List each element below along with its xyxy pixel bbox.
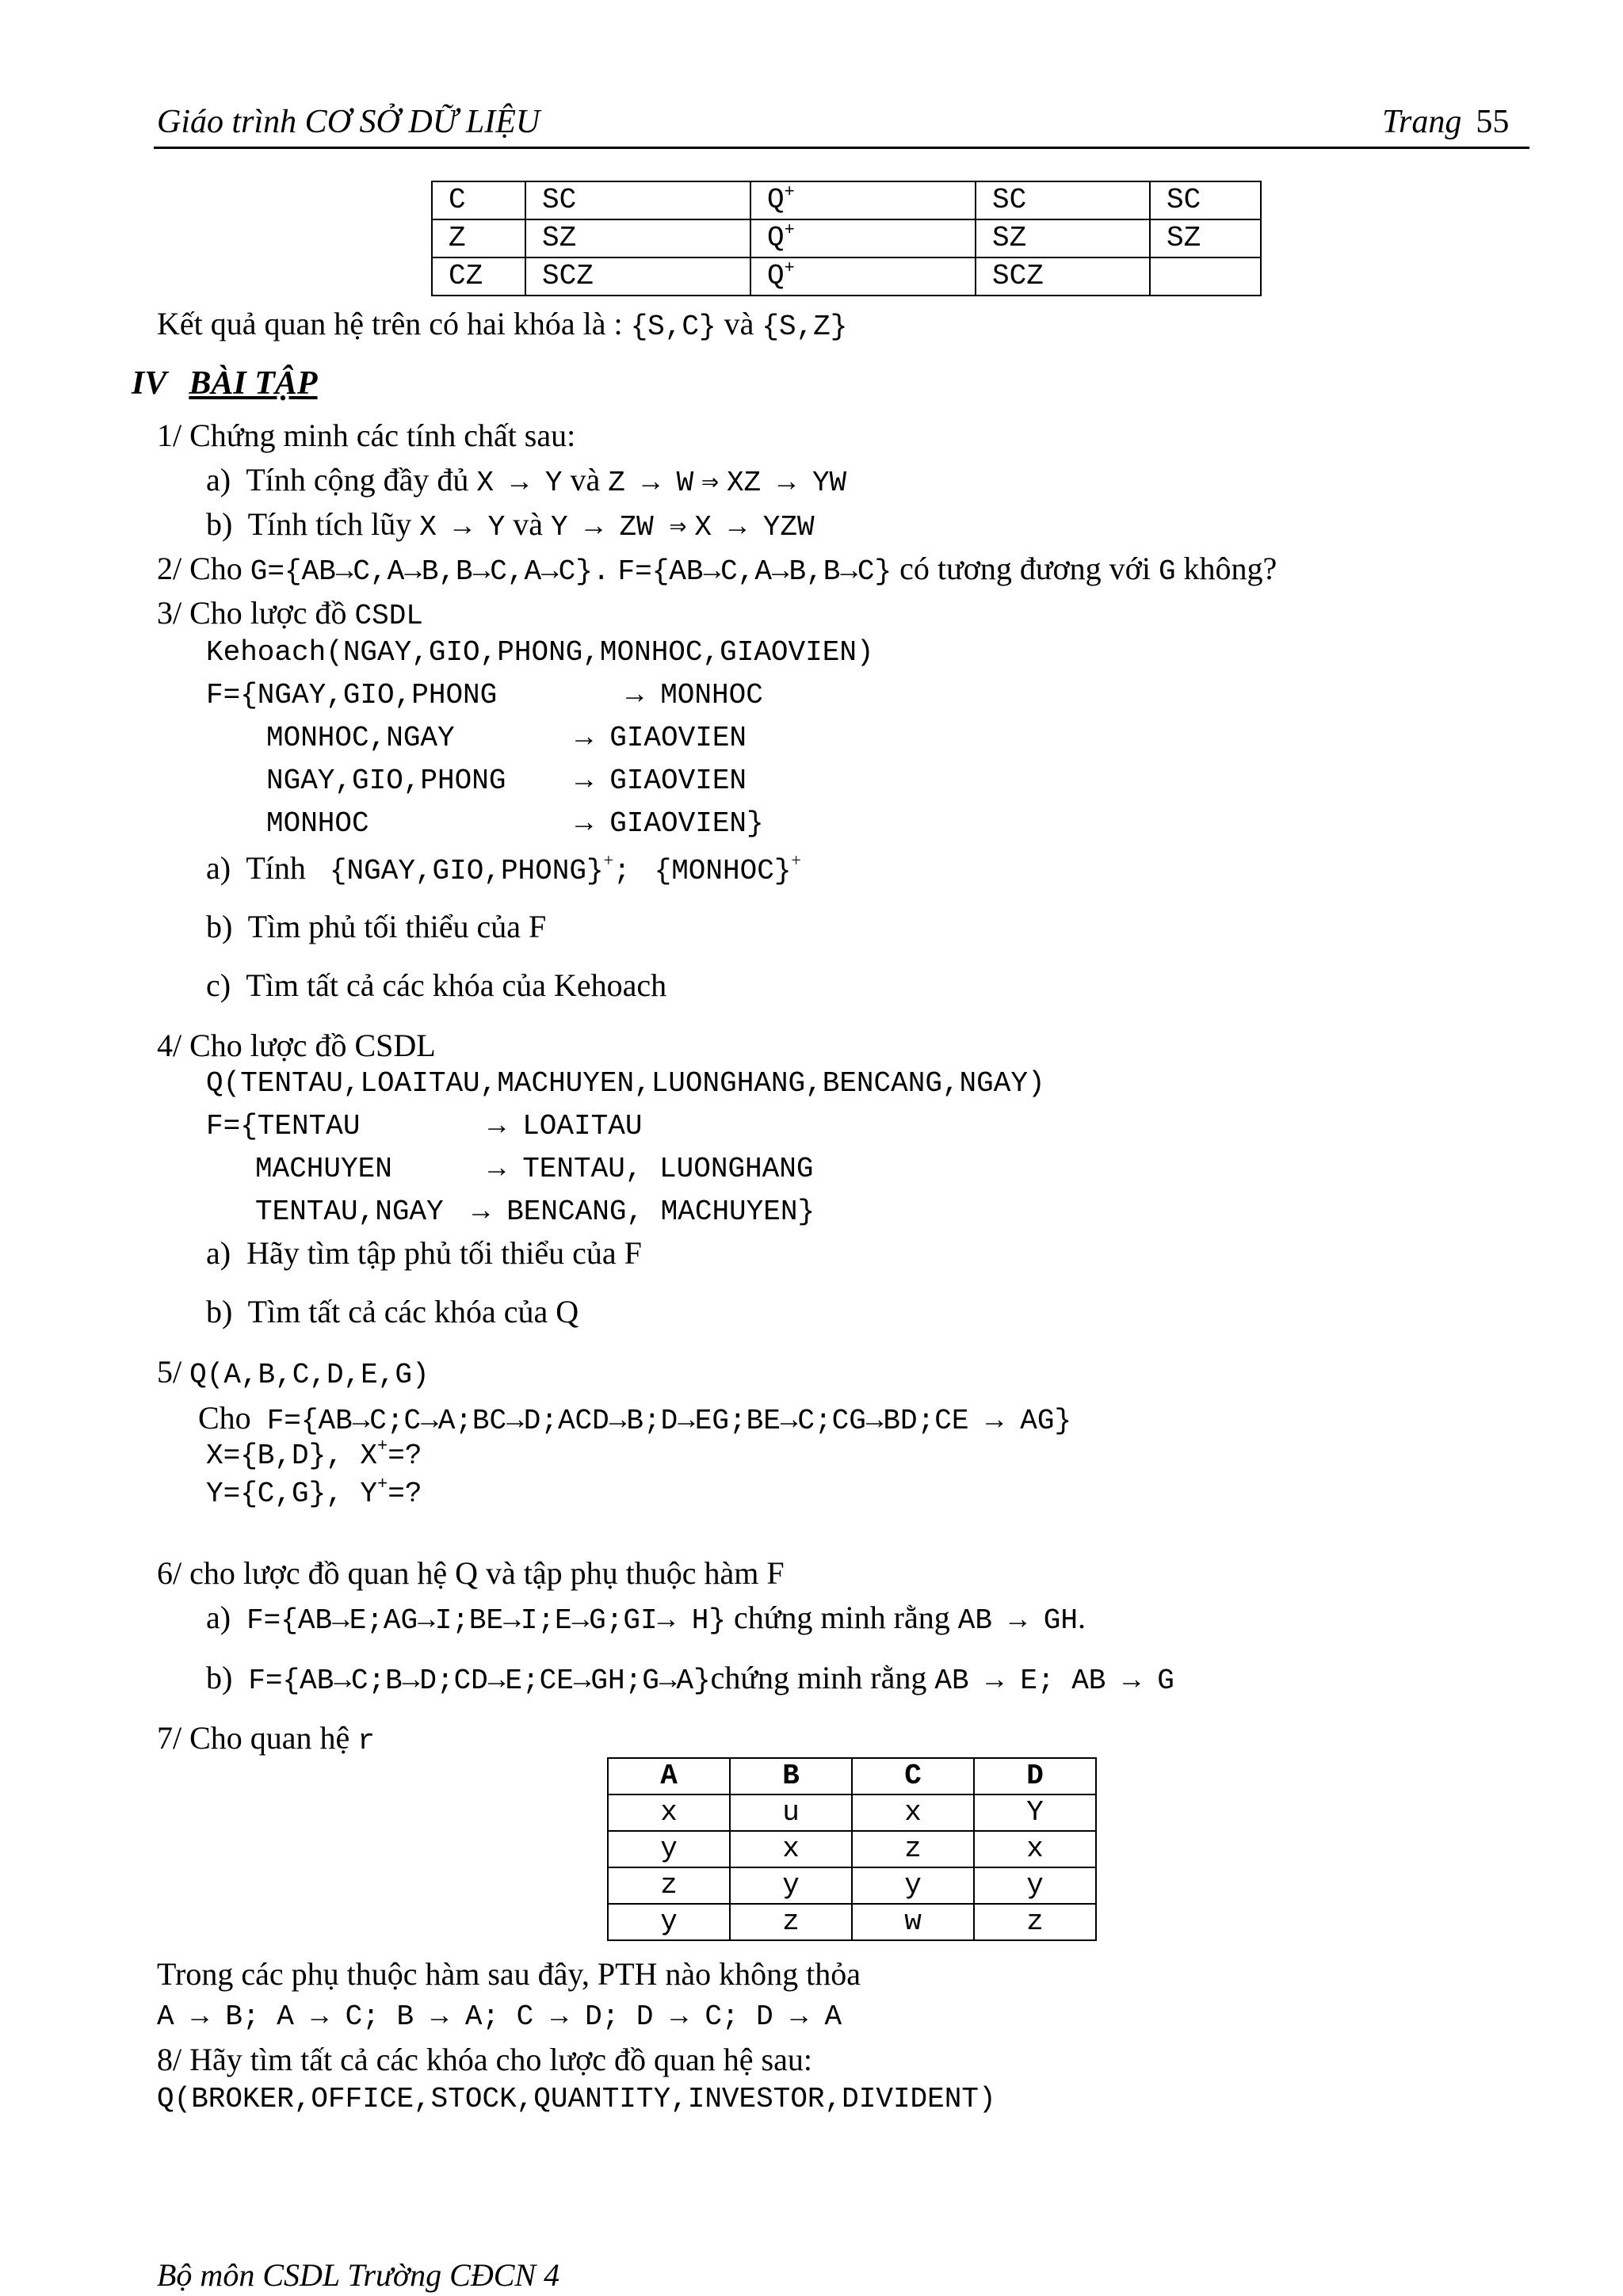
table-cell: y bbox=[608, 1831, 730, 1867]
table-cell: SC bbox=[1150, 181, 1261, 219]
ex5-x: X={B,D}, X+=? bbox=[206, 1436, 422, 1472]
table-cell: w bbox=[852, 1904, 974, 1940]
table-row bbox=[608, 1794, 1096, 1831]
table-cell: SZ bbox=[1150, 219, 1261, 257]
table-cell: z bbox=[730, 1904, 852, 1940]
ex6-a: a) F={AB→E;AG→I;BE→I;E→G;GI→ H} chứng minh rằng AB → GH. bbox=[206, 1600, 1086, 1637]
table-cell: CZ bbox=[432, 257, 525, 296]
ex7-title: 7/ Cho quan hệ r bbox=[157, 1720, 375, 1757]
ex3-fd-1-rhs: → MONHOC bbox=[626, 679, 763, 711]
ex8-title: 8/ Hãy tìm tất cả các khóa cho lược đồ quan hệ sau: bbox=[157, 2042, 812, 2077]
table-header-cell: A bbox=[608, 1758, 730, 1794]
page-footer: Bộ môn CSDL Trường CĐCN 4 bbox=[157, 2257, 560, 2293]
table-cell: x bbox=[974, 1831, 1096, 1867]
ex5-y: Y={C,G}, Y+=? bbox=[206, 1474, 422, 1510]
relation-r-table bbox=[607, 1757, 1097, 1941]
ex3-fd-3: NGAY,GIO,PHONG bbox=[266, 765, 506, 797]
table-cell: x bbox=[608, 1794, 730, 1831]
ex7-question: Trong các phụ thuộc hàm sau đây, PTH nào không thỏa bbox=[157, 1956, 861, 1992]
ex3-fd-4-rhs: → GIAOVIEN} bbox=[575, 807, 764, 840]
table-row bbox=[608, 1867, 1096, 1904]
table-cell: SC bbox=[976, 181, 1150, 219]
table-cell: x bbox=[730, 1831, 852, 1867]
table-cell: y bbox=[608, 1904, 730, 1940]
ex4-title: 4/ Cho lược đồ CSDL bbox=[157, 1028, 436, 1063]
header-rule bbox=[154, 147, 1529, 149]
ex6-title: 6/ cho lược đồ quan hệ Q và tập phụ thuộc hàm F bbox=[157, 1555, 785, 1591]
table-cell: SZ bbox=[525, 219, 750, 257]
table-cell: SC bbox=[525, 181, 750, 219]
table-cell: Q+ bbox=[750, 219, 976, 257]
ex4-fd-1: F={TENTAU bbox=[206, 1110, 361, 1142]
ex4-fd-3: TENTAU,NGAY bbox=[255, 1196, 444, 1228]
result-line: Kết quả quan hệ trên có hai khóa là : {S,C} và {S,Z} bbox=[157, 306, 848, 343]
ex3-b: b) Tìm phủ tối thiểu của F bbox=[206, 909, 547, 944]
table-cell: SCZ bbox=[976, 257, 1150, 296]
ex4-fd-3-rhs: → BENCANG, MACHUYEN} bbox=[472, 1196, 815, 1228]
table-cell: SZ bbox=[976, 219, 1150, 257]
ex4-fd-2: MACHUYEN bbox=[255, 1153, 392, 1185]
table-cell: x bbox=[852, 1794, 974, 1831]
table-cell: z bbox=[852, 1831, 974, 1867]
ex4-fd-2-rhs: → TENTAU, LUONGHANG bbox=[488, 1153, 814, 1185]
table-row bbox=[432, 219, 1261, 257]
ex4-b: b) Tìm tất cả các khóa của Q bbox=[206, 1294, 579, 1329]
table-cell bbox=[1150, 257, 1261, 296]
table-header-cell: B bbox=[730, 1758, 852, 1794]
header-page bbox=[1382, 103, 1509, 141]
ex3-fd-2-rhs: → GIAOVIEN bbox=[575, 722, 747, 754]
table-row bbox=[608, 1904, 1096, 1940]
ex3-fd-4: MONHOC bbox=[266, 807, 369, 840]
table-cell: Q+ bbox=[750, 257, 976, 296]
ex8-schema: Q(BROKER,OFFICE,STOCK,QUANTITY,INVESTOR,DIVIDENT) bbox=[157, 2083, 996, 2115]
table-cell: Z bbox=[432, 219, 525, 257]
ex4-a: a) Hãy tìm tập phủ tối thiểu của F bbox=[206, 1235, 642, 1271]
table-header-cell: C bbox=[852, 1758, 974, 1794]
ex3-c: c) Tìm tất cả các khóa của Kehoach bbox=[206, 967, 667, 1003]
ex1-a: a) Tính cộng đầy đủ X → Y và Z → W ⇒ XZ → YW bbox=[206, 462, 847, 499]
ex3-schema: Kehoach(NGAY,GIO,PHONG,MONHOC,GIAOVIEN) bbox=[206, 636, 874, 669]
ex7-fds: A → B; A → C; B → A; C → D; D → C; D → A bbox=[157, 2000, 842, 2033]
table-cell: y bbox=[974, 1867, 1096, 1904]
ex6-b: b) F={AB→C;B→D;CD→E;CE→GH;G→A}chứng minh rằng AB → E; AB → G bbox=[206, 1660, 1174, 1697]
table-cell: y bbox=[730, 1867, 852, 1904]
table-header-cell: D bbox=[974, 1758, 1096, 1794]
table-row bbox=[608, 1831, 1096, 1867]
page-label: Trang bbox=[1382, 104, 1462, 140]
table-row bbox=[432, 181, 1261, 219]
ex2: 2/ Cho G={AB→C,A→B,B→C,A→C}. F={AB→C,A→B,B→C} có tương đương với G không? bbox=[157, 551, 1277, 588]
ex3-fd-3-rhs: → GIAOVIEN bbox=[575, 765, 747, 797]
ex3-title: 3/ Cho lược đồ CSDL bbox=[157, 595, 423, 632]
page-number: 55 bbox=[1476, 104, 1510, 140]
table-row bbox=[432, 257, 1261, 296]
ex5-cho: Cho F={AB→C;C→A;BC→D;ACD→B;D→EG;BE→C;CG→BD;CE → AG} bbox=[198, 1400, 1072, 1437]
closure-table bbox=[431, 181, 1262, 296]
section-heading: IV BÀI TẬP bbox=[132, 365, 318, 402]
table-cell: Y bbox=[974, 1794, 1096, 1831]
ex3-a: a) Tính {NGAY,GIO,PHONG}+; {MONHOC}+ bbox=[206, 850, 801, 887]
table-cell: SCZ bbox=[525, 257, 750, 296]
header-title: Giáo trình CƠ SỞ DỮ LIỆU bbox=[157, 104, 540, 140]
ex3-fd-2: MONHOC,NGAY bbox=[266, 722, 455, 754]
table-cell: z bbox=[608, 1867, 730, 1904]
ex5-title: 5/ Q(A,B,C,D,E,G) bbox=[157, 1354, 430, 1391]
table-cell: Q+ bbox=[750, 181, 976, 219]
ex1-b: b) Tính tích lũy X → Y và Y → ZW ⇒ X → YZW bbox=[206, 506, 815, 543]
ex4-schema: Q(TENTAU,LOAITAU,MACHUYEN,LUONGHANG,BENCANG,NGAY) bbox=[206, 1067, 1045, 1100]
table-cell: C bbox=[432, 181, 525, 219]
ex4-fd-1-rhs: → LOAITAU bbox=[488, 1110, 643, 1142]
ex1-title: 1/ Chứng minh các tính chất sau: bbox=[157, 418, 576, 453]
table-cell: z bbox=[974, 1904, 1096, 1940]
table-header-row bbox=[608, 1758, 1096, 1794]
table-cell: u bbox=[730, 1794, 852, 1831]
ex3-fd-1: F={NGAY,GIO,PHONG bbox=[206, 679, 498, 711]
table-cell: y bbox=[852, 1867, 974, 1904]
